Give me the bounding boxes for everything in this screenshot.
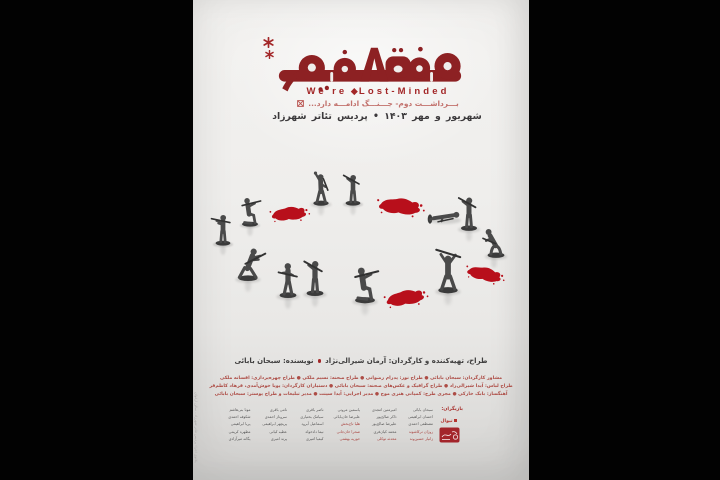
blood-splat xyxy=(383,287,429,311)
title-en-second: Lost-Minded xyxy=(358,86,450,97)
toy-soldier-lying xyxy=(428,212,461,224)
cast-name: پریا ابراهیمی xyxy=(230,422,251,427)
asterisk-icon xyxy=(263,37,274,48)
blood-splat xyxy=(269,205,311,224)
cast-name: حوریه بهشتی xyxy=(339,436,360,441)
cast-column xyxy=(223,407,251,443)
cast-name: نیما دادخواه xyxy=(305,429,324,434)
toy-soldier-throw-both xyxy=(435,250,460,305)
subtitle-line xyxy=(210,99,546,108)
cast-name: شکوفه احمدی xyxy=(228,415,251,420)
toy-soldier-kneel-fire xyxy=(240,198,261,236)
side-vertical-text: پلاتوی اجرا: پردیس تئاتر شهرزاد ـ سالن ارغوان xyxy=(194,392,198,463)
toy-soldier-stand-shoot xyxy=(343,175,363,215)
cast-name: زانیار حسین‌وند xyxy=(409,436,433,441)
cast-name: نامی باقری xyxy=(269,408,287,412)
credit-director: طراح، تهیه‌کننده و کارگردان: آرمان شیرالی‌نژاد xyxy=(325,357,488,365)
red-dot-icon xyxy=(318,359,322,363)
cast-name: محدثه توکلی xyxy=(377,436,397,441)
cast-column xyxy=(333,407,361,443)
cast-column xyxy=(406,407,434,443)
blood-splat xyxy=(464,263,506,286)
cast-name: امیرمتین امجدی xyxy=(371,408,397,412)
cast-label: بازیگران: xyxy=(441,407,463,412)
credit-row: طراح لباس: آیدا شیرالی‌راد ● طراح گرافیک و عکس‌های صحنه: سبحان بابائی ● دستیاران کارگردان: پویا خوش‌آمدی، فرهاد کاظم‌فر xyxy=(209,383,513,389)
toy-soldier-kneel-fire xyxy=(352,268,378,315)
cast-name: یگانه میرآزادی xyxy=(228,436,251,441)
cast-name: عطیه کیانی xyxy=(269,429,287,434)
credit-main-line xyxy=(193,357,529,365)
cast-name: یاسمین مروتی xyxy=(337,408,360,412)
theater-poster xyxy=(193,0,529,480)
toy-soldier-stand-shoot xyxy=(458,198,480,241)
cast-name: مصطفی احمدی xyxy=(408,422,433,427)
diamond-separator-icon xyxy=(351,88,357,94)
toy-soldier-crouch-run xyxy=(483,229,507,268)
asterisk-icon xyxy=(265,50,274,59)
cast-name: علیرضا خان‌بابائی xyxy=(333,415,360,420)
cast-name: مطهره کریمی xyxy=(228,429,251,434)
cast-columns xyxy=(223,407,433,443)
subtitle-text-fa: بـــرداشـــت دوم- جـــنـــگ ادامـــه دارد... xyxy=(308,99,459,108)
cast-name: محمد کیان‌فری xyxy=(373,429,397,434)
title-en-first: We're xyxy=(306,86,348,97)
shahrzad-theater-stamp-icon xyxy=(439,427,460,443)
cast-name: سبحان بابائی xyxy=(413,408,433,412)
cast-name: ذاکر صالح‌پور xyxy=(376,415,397,420)
credit-row: مشاور کارگردان: سبحان بابائی ● طراح نور: پدرام رضوانی ● طراح صحنه: نسیم ملکی ● طراح چهره‌پردازی: افسانه ملکی xyxy=(219,376,503,381)
logo-block xyxy=(437,418,461,443)
cast-name: کیمیا امیری xyxy=(306,436,324,441)
toy-soldier-stand-aim xyxy=(212,215,234,255)
cast-name: سروناز احمدی xyxy=(264,415,287,420)
cast-name: علیرضا صالح‌پور xyxy=(372,422,397,427)
cast-column xyxy=(260,407,288,443)
cast-name: ناصر باقری xyxy=(306,408,324,412)
date-venue-line: شهریور و مهر ۱۴۰۳ • پردیس تئاتر شهرزاد xyxy=(272,111,482,122)
toy-soldier-lunge xyxy=(235,249,265,292)
cast-column xyxy=(369,407,397,443)
toy-soldier-march-throw xyxy=(311,172,332,216)
credit-writer: نویسنده: سبحان بابائی xyxy=(234,357,314,365)
cast-name: صحرا خان‌جانی xyxy=(336,429,360,434)
cast-name: پریچهر ابراهیمی xyxy=(262,422,287,427)
crossed-box-icon xyxy=(297,100,304,107)
cast-column xyxy=(296,407,324,443)
cast-name: هلیا تاج‌بخش xyxy=(340,422,360,427)
cast-name: احسان ابراهیمی xyxy=(408,415,433,420)
cast-name: اسماعیل آبرود xyxy=(301,422,324,427)
blood-splat xyxy=(376,197,425,218)
credit-rows xyxy=(193,375,529,398)
soldiers-scene xyxy=(193,150,529,360)
toy-soldier-walk-rifle xyxy=(276,263,299,309)
title-en xyxy=(210,86,546,97)
cast-name: پرند امیری xyxy=(270,436,287,441)
tiwall-logo-text: تیوال xyxy=(440,419,453,424)
credit-row: آهنگساز: بابک خارکی ● مجری طرح: کمپانی هنری موج ● مدیر اجرایی: آیدا سپنت ● مدیر تبلیغات و طراح پوستر: سبحان بابائی xyxy=(214,391,508,397)
tiwall-logo xyxy=(437,418,461,426)
tiwall-hand-icon xyxy=(454,419,457,422)
cast-name: مونا بنی‌هاشم xyxy=(229,408,251,412)
cast-name: روژان ترکاشوند xyxy=(408,429,433,434)
cast-name: سیامک بختیاری xyxy=(300,415,324,420)
toy-soldier-stand-shoot xyxy=(303,261,326,307)
